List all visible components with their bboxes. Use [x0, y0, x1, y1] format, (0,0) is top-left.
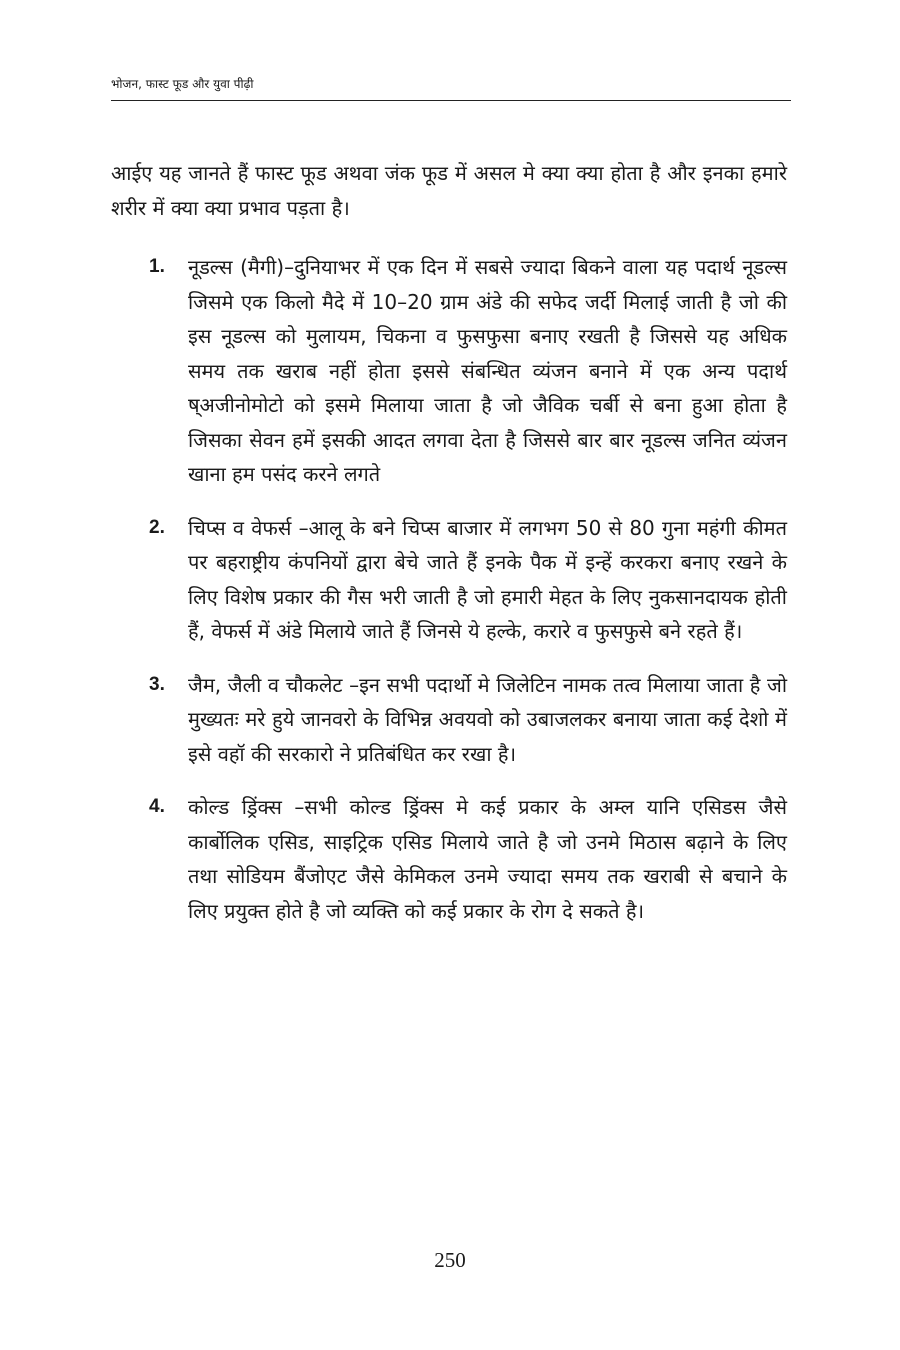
- list-item: [111, 511, 787, 649]
- page-number: 250: [434, 1248, 466, 1272]
- list-item-number: 2.: [149, 516, 165, 538]
- list-item: [111, 790, 787, 928]
- list-item-text: जैम, जैली व चौकलेट –इन सभी पदार्थो मे जिलेटिन नामक तत्व मिलाया जाता है जो मुख्यतः मरे हुये जानवरो के विभिन्न अवयवो को उबाजलकर बनाया जाता कई देशो में इसे वहॉ की सरकारो ने प्रतिबंधित कर रखा है।: [188, 672, 787, 766]
- list-item-text: नूडल्स (मैगी)–दुनियाभर में एक दिन में सबसे ज्यादा बिकने वाला यह पदार्थ नूडल्स जिसमे एक किलो मैदे में 10–20 ग्राम अंडे की सफेद जर्दी मिलाई जाती है जो की इस नूडल्स को मुलायम, चिकना व फुसफुसा बनाए रखती है जिससे यह अधिक समय तक खराब नहीं होता इससे संबन्धित व्यंजन बनाने में एक अन्य पदार्थ ष्अजीनोमोटो को इसमे मिलाया जाता है जो जैविक चर्बी से बना हुआ होता है जिसका सेवन हमें इसकी आदत लगवा देता है जिससे बार बार नूडल्स जनित व्यंजन खाना हम पसंद करने लगते: [188, 255, 787, 486]
- intro-paragraph: आईए यह जानते हैं फास्ट फूड अथवा जंक फूड में असल मे क्या क्या होता है और इनका हमारे शरीर में क्या क्या प्रभाव पड़ता है।: [111, 161, 787, 220]
- list-item: [111, 668, 787, 772]
- list-item-number: 3.: [149, 673, 165, 695]
- numbered-list: [111, 250, 787, 928]
- list-item-text: कोल्ड ड्रिंक्स –सभी कोल्ड ड्रिंक्स मे कई प्रकार के अम्ल यानि एसिडस जैसे कार्बोलिक एसिड, साइट्रिक एसिड मिलाये जाते है जो उनमे मिठास बढ़ाने के लिए तथा सोडियम बैंजोएट जैसे केमिकल उनमे ज्यादा समय तक खराबी से बचाने के लिए प्रयुक्त होते है जो व्यक्ति को कई प्रकार के रोग दे सकते है।: [188, 795, 787, 923]
- running-header: भोजन, फास्ट फूड और युवा पीढ़ी: [111, 77, 254, 91]
- list-item: [111, 250, 787, 492]
- list-item-text: चिप्स व वेफर्स –आलू के बने चिप्स बाजार में लगभग 50 से 80 गुना महंगी कीमत पर बहराष्ट्रीय कंपनियों द्वारा बेचे जाते हैं इनके पैक में इन्हें करकरा बनाए रखने के लिए विशेष प्रकार की गैस भरी जाती है जो हमारी मेहत के लिए नुकसानदायक होती हैं, वेफर्स में अंडे मिलाये जाते हैं जिनसे ये हल्के, करारे व फुसफुसे बने रहते हैं।: [188, 515, 787, 643]
- page-body: [111, 156, 787, 947]
- header-rule: [111, 100, 791, 101]
- list-item-number: 1.: [149, 256, 165, 277]
- list-item-number: 4.: [149, 796, 165, 817]
